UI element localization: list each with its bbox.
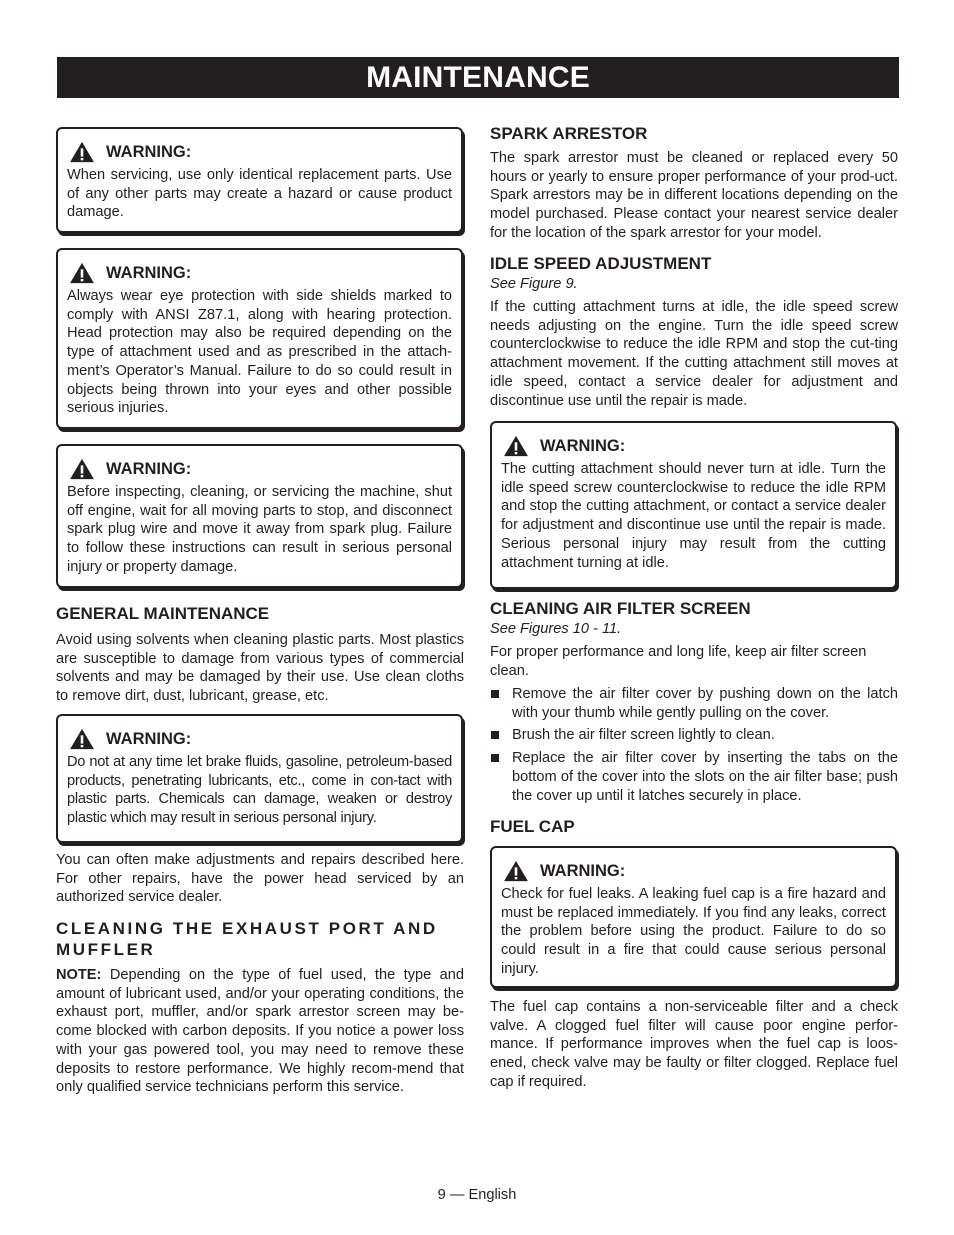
warning-triangle-icon <box>68 141 96 163</box>
exhaust-port-heading: CLEANING THE EXHAUST PORT AND MUFFLER <box>56 919 438 959</box>
warning-text: Check for fuel leaks. A leaking fuel cap is a fire hazard and must be replaced immediately. If you find any leaks, correct the problem before using the product. Failure to do so could result in a fire that could cause serious personal injury. <box>501 886 886 977</box>
warning-box-eye-protection <box>56 248 463 429</box>
warning-label: WARNING: <box>106 459 192 478</box>
fuel-cap-heading: FUEL CAP <box>490 817 575 836</box>
warning-triangle-icon <box>502 860 530 882</box>
adjustments-text: You can often make adjustments and repairs described here. For other repairs, have the power head serviced by an authorized service dealer. <box>56 852 464 906</box>
spark-arrestor-heading: SPARK ARRESTOR <box>490 124 648 143</box>
idle-speed-text: If the cutting attachment turns at idle, the idle speed screw needs adjusting on the engine. Turn the idle speed screw counterclockwise to reduce the idle RPM and stop the cut-ting attachment movement. If the cutting attachment still moves at idle speed, contact a service dealer for adjustment and discontinue use until the repair is made. <box>490 299 898 409</box>
warning-triangle-icon <box>68 262 96 284</box>
air-filter-text: For proper performance and long life, keep air filter screen clean. <box>490 644 867 679</box>
idle-speed-figure-ref: See Figure 9. <box>490 276 578 292</box>
page-title: MAINTENANCE <box>57 57 899 98</box>
note-label: NOTE: <box>56 967 102 983</box>
list-item: Remove the air filter cover by pushing down on the latch with your thumb while gently pulling on the cover. <box>490 685 898 722</box>
warning-label: WARNING: <box>540 436 626 455</box>
air-filter-figure-ref: See Figures 10 - 11. <box>490 621 622 637</box>
warning-box-shut-off-engine <box>56 444 463 588</box>
warning-box-replacement-parts <box>56 127 463 233</box>
square-bullet <box>491 754 499 762</box>
general-maintenance-heading: GENERAL MAINTENANCE <box>56 604 270 623</box>
warning-label: WARNING: <box>106 263 192 282</box>
warning-label: WARNING: <box>106 142 192 161</box>
exhaust-port-text <box>56 966 464 1097</box>
note-text: Depending on the type of fuel used, the type and amount of lubricant used, and/or your operating conditions, the exhaust port, muffler, and/or spark arrestor screen may be-come blocked with carbon deposits. If you notice a power loss with your gas powered tool, you may need to remove these deposits to restore performance. We highly recom-mend that only qualified service technicians perform this service. <box>56 967 464 1096</box>
warning-box-fuel-leaks <box>490 846 897 988</box>
warning-triangle-icon <box>68 728 96 750</box>
warning-triangle-icon <box>502 435 530 457</box>
warning-triangle-icon <box>68 458 96 480</box>
general-maintenance-text: Avoid using solvents when cleaning plastic parts. Most plastics are susceptible to damage from various types of commercial solvents and may be damaged by their use. Use clean cloths to remove dirt, dust, lubricant, grease, etc. <box>56 632 464 705</box>
warning-label: WARNING: <box>540 861 626 880</box>
warning-box-plastic-parts <box>56 714 463 843</box>
fuel-cap-text: The fuel cap contains a non-serviceable filter and a check valve. A clogged fuel filter will cause poor engine perfor-mance. If performance improves when the fuel cap is loos-ened, check valve may be faulty or filter clogged. Replace fuel cap if required. <box>490 999 898 1090</box>
idle-speed-heading: IDLE SPEED ADJUSTMENT <box>490 254 712 273</box>
warning-text: When servicing, use only identical replacement parts. Use of any other parts may create a hazard or cause product damage. <box>67 167 452 221</box>
list-item: Brush the air filter screen lightly to clean. <box>490 726 898 745</box>
air-filter-heading: CLEANING AIR FILTER SCREEN <box>490 599 751 618</box>
air-filter-steps <box>490 685 898 809</box>
warning-text: Do not at any time let brake fluids, gasoline, petroleum-based products, penetrating lubricants, etc., come in con-tact with plastic parts. Chemicals can damage, weaken or destroy plastic which may result in serious personal injury. <box>67 754 452 827</box>
page-footer: 9 — English <box>437 1187 517 1203</box>
warning-text: The cutting attachment should never turn at idle. Turn the idle speed screw counterclockwise to reduce the idle RPM and stop the cutting attachment, or contact a service dealer for adjustment and discontinue use until the repair is made. Serious personal injury may result from the cutting attachment turning at idle. <box>501 461 886 571</box>
warning-box-cutting-attachment <box>490 421 897 589</box>
warning-text: Always wear eye protection with side shields marked to comply with ANSI Z87.1, along with hearing protection. Head protection may also be required depending on the type of attachment used and as prescribed in the attach-ment’s Operator’s Manual. Failure to do so could result in objects being thrown into your eyes and other possible serious injuries. <box>67 288 452 417</box>
warning-text: Before inspecting, cleaning, or servicing the machine, shut off engine, wait for all moving parts to stop, and disconnect spark plug wire and move it away from spark plug. Failure to follow these instructions can result in serious personal injury or property damage. <box>67 484 452 575</box>
spark-arrestor-text: The spark arrestor must be cleaned or replaced every 50 hours or yearly to ensure proper performance of your prod-uct. Spark arrestors may be in different locations depending on the model purchased. Please contact your nearest service dealer for the location of the spark arrestor for your model. <box>490 150 898 241</box>
square-bullet <box>491 690 499 698</box>
warning-label: WARNING: <box>106 729 192 748</box>
list-item: Replace the air filter cover by inserting the tabs on the bottom of the cover into the slots on the air filter base; push the cover up until it latches securely in place. <box>490 749 898 805</box>
square-bullet <box>491 731 499 739</box>
